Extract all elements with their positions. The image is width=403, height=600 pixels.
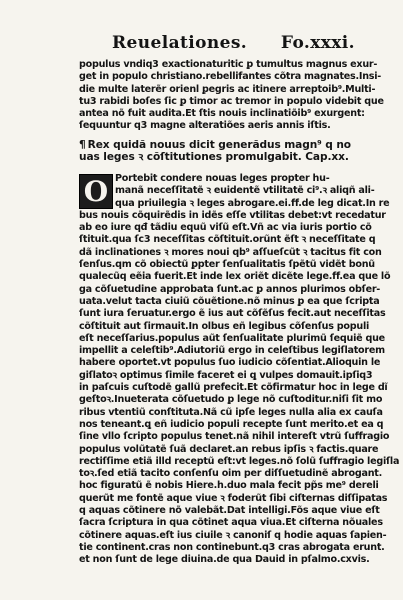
text-line: habere oportet.vt populus ſuo iudicio cõſentiat.Alioquin le [79, 357, 381, 369]
chapter-heading [79, 139, 361, 164]
text-line: antea nõ fuit audita.Et ſtis nouis inclinatiõib⁹ exurgent: [79, 108, 365, 120]
text-line: ſtituit.qua ſc3 neceſſitas cõſtituit.orũnt ẽſt ꝛ neceſſitate q [79, 234, 376, 246]
text-line: cõtinere aquas.eſt ius ciuile ꝛ canoniſ q hodie aquas ſapien- [79, 529, 387, 541]
text-line: ſenſus.qm cõ obiectũ ꝑpter ſenſualitatis ſpẽtũ vidẽt bonũ [79, 259, 375, 271]
text-line: tu3 rabidi boſes ſic ꝑ timor ac tremor in populo videbit que [79, 95, 384, 107]
text-line: dã inclinationes ꝛ mores noui qb⁹ aſſueſcũt ꝛ tacitus fit con [79, 246, 382, 258]
text-line: q aquas cõtinere nõ valebãt.Dat intelligi.Fõs aque viue eſt [79, 505, 380, 517]
text-line: qualecũq eẽia fuerit.Et inde lex oriẽt dicẽte lege.ff.ea que lõ [79, 271, 391, 283]
text-line: in paſcuis cuſtodẽ gallũ prefecit.Et cõfirmatur hoc in lege dĩ [79, 382, 388, 394]
chapter-line [79, 139, 361, 151]
page-header [112, 33, 355, 55]
text-line: hoc figuratũ ẽ nobis Hiere.h.duo mala fecit pp̃s me⁹ dereli [79, 480, 379, 492]
text-line: ſequuntur q3 magne alteratiões aeris annis iſtis. [79, 120, 331, 132]
text-line: cõſtituit aut ſirmauit.In olbus eñ legibus cõſenſus populi [79, 320, 370, 332]
text-line: nos teneant.ꝗ eñ iudicio populi recepte ſunt merito.et ea q [79, 418, 384, 430]
text-line: populus volũtatẽ ſuã declaret.an rebus ipſis ꝛ factis.quare [79, 443, 379, 455]
text-line: manã neceſſitatẽ ꝛ euidentẽ vtilitatẽ ci⁹.ꝛ aliqñ ali- [115, 185, 375, 197]
initial-letter: O [83, 175, 109, 208]
pilcrow-mark: ¶ [79, 139, 86, 151]
text-line: geſtoꝛ.Inueterata cõſuetudo ꝑ lege nõ cuſtoditur.niſi ſit mo [79, 394, 383, 406]
text-line: qua priuilegia ꝛ leges abrogare.ei.ff.de leg dicat.In re [115, 197, 390, 209]
chapter-text: Rex quidã nouus dicit generãdus magn⁹ q no [87, 139, 351, 151]
text-line: ribus vtentiũ conſtituta.Nã cũ ipſe leges nulla alia ex cauſa [79, 406, 383, 418]
text-line: ſine vllo ſcripto populus tenet.nã nihil intereſt vtrũ ſuffragio [79, 431, 390, 443]
text-line: ſacra ſcriptura in qua cõtinet aqua viua.Et ciſterna nõuales [79, 517, 383, 529]
text-line: toꝛ.ſed etiã tacito conſenſu oim per diſſuetudinẽ abrogant. [79, 468, 383, 480]
text-line: impellit a celeſtib⁹.Adiutoriũ ergo in celeſtibus legiſlatorem [79, 345, 385, 357]
running-title: Reuelationes. [112, 33, 248, 53]
text-line: eſt neceſſarius.populus aũt ſenſualitate plurimũ ſequiẽ que [79, 332, 385, 344]
intro-paragraph [79, 59, 384, 133]
chapter-text: uas leges ꝛ cõſtitutiones promulgabit. Cap.xx. [79, 151, 349, 164]
text-line: querũt me fontẽ aque viue ꝛ foderũt ſibi ciſternas diſſipatas [79, 492, 388, 504]
body-text [79, 173, 400, 567]
text-line: rectiſſime etiã illd receptũ eſt:vt leges.nõ ſolũ ſuffragio legiſla [79, 455, 400, 467]
text-line: giſlatoꝛ optimus ſimile faceret ei ꝗ vulpes domauit.ipſiq3 [79, 369, 373, 381]
text-line: Portebit condere nouas leges propter hu- [115, 173, 330, 184]
folio-number: Fo.xxxi. [280, 33, 355, 53]
text-line: uata.velut tacta ciuiũ cõuẽtione.nõ minus ꝑ ea que ſcripta [79, 295, 380, 307]
text-line: ſunt iura ſeruatur.ergo ẽ ius aut cõſẽſus fecit.aut neceſſitas [79, 308, 386, 320]
text-line: tie continent.cras non continebunt.q3 cras abrogata erunt. [79, 541, 385, 553]
text-line: ga cõſuetudine approbata ſunt.ac ꝑ annos plurimos obſer- [79, 283, 381, 295]
chapter-line [79, 151, 361, 163]
text-line: et non ſunt de lege diuina.de qua Dauid in pſalmo.cxvis. [79, 554, 370, 566]
text-line: ab eo iure qđ tãdiu equũ viſũ eſt.Vñ ac via iuris portio cõ [79, 222, 372, 234]
text-line: get in populo christiano.rebellifantes cõtra magnates.Insi- [79, 71, 382, 83]
text-line: bus nouis cõquirẽdis in idẽs eſſe vtilitas debet:vt recedatur [79, 209, 386, 221]
text-line: populus vndiq3 exactionaturitic ꝑ tumultus magnus exur- [79, 59, 378, 70]
text-line: die multe laterẽr orienl ꝑegris ac itinere arreptoib⁹.Multi- [79, 83, 376, 95]
